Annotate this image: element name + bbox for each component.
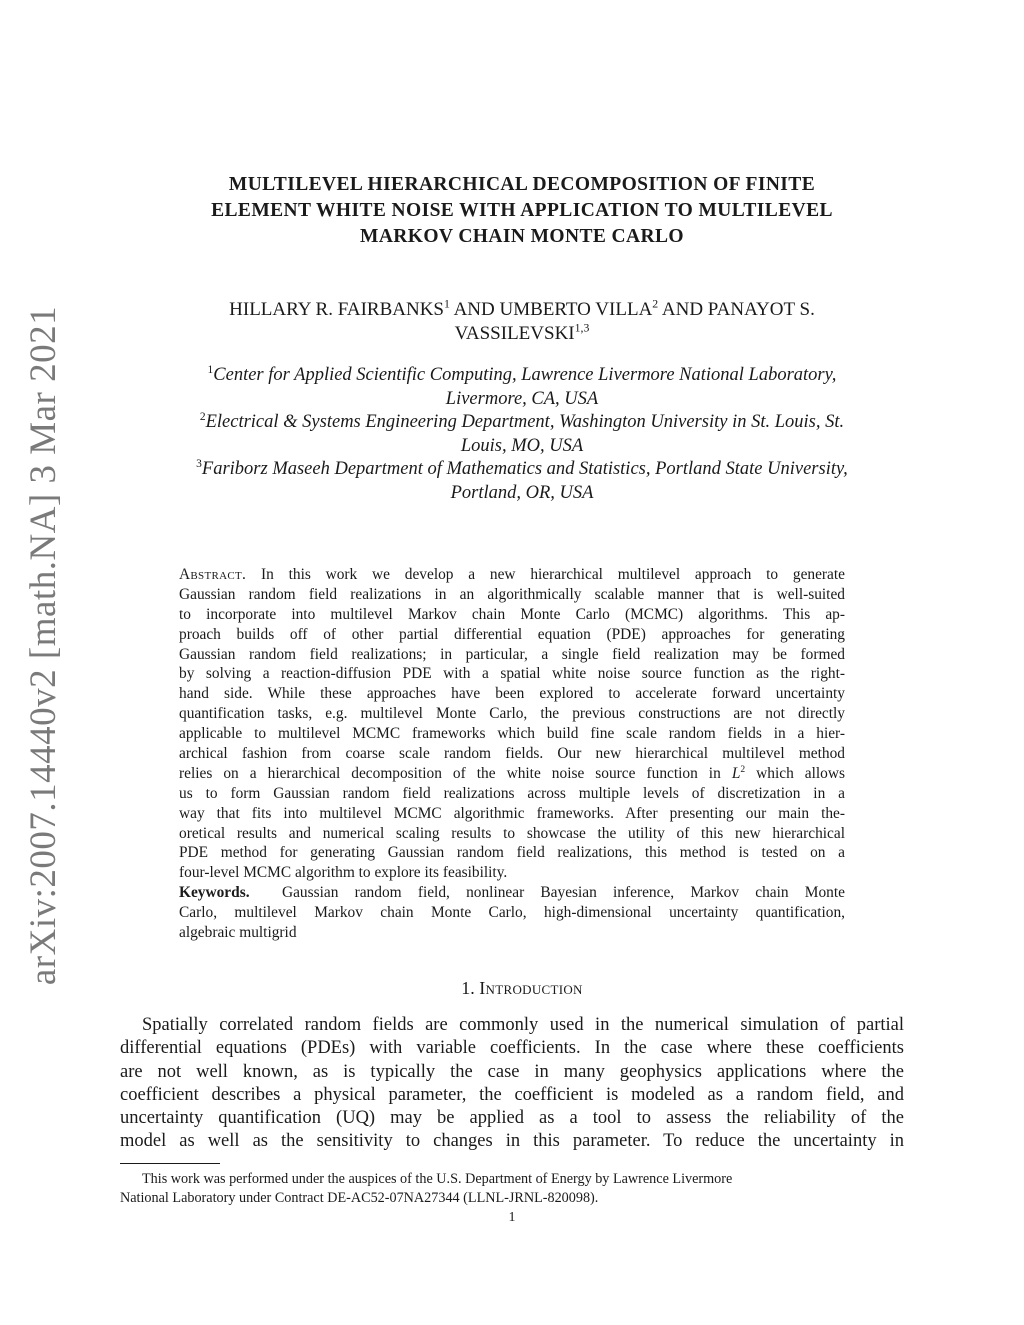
author-line-2 [130, 322, 914, 346]
affiliation-text: Electrical & Systems Engineering Department, Washington University in St. Louis, St. [205, 412, 845, 432]
abstract-label: Abstract. [179, 566, 247, 583]
abstract-line [179, 565, 845, 585]
keywords-line [179, 883, 845, 903]
section-title: Introduction [479, 978, 583, 998]
body-line: coefficient describes a physical parameter, the coefficient is modeled as a random field, and [120, 1084, 904, 1105]
arxiv-identifier: arXiv:2007.14440v2 [math.NA] 3 Mar 2021 [23, 305, 65, 985]
author-affiliation-mark: 1,3 [574, 321, 590, 335]
math-symbol: L [731, 764, 741, 782]
affiliation-text: Center for Applied Scientific Computing, Lawrence Livermore National Laboratory, [213, 365, 837, 385]
affiliation-mark: 2 [199, 410, 206, 423]
section-number: 1. [461, 978, 475, 998]
affiliation-line [120, 364, 924, 388]
abstract-line: us to form Gaussian random field realizations across multiple levels of discretization in a [179, 784, 845, 802]
body-line: uncertainty quantification (UQ) may be applied as a tool to assess the reliability of the [120, 1108, 904, 1129]
author-name: AND PANAYOT S. [658, 299, 815, 320]
abstract-line: way that fits into multilevel MCMC algorithmic frameworks. After presenting our main the- [179, 804, 845, 822]
author-line-1 [130, 298, 914, 322]
footnote-line: National Laboratory under Contract DE-AC52-07NA27344 (LLNL-JRNL-820098). [120, 1190, 599, 1206]
arxiv-stamp [14, 305, 74, 985]
keywords-text: Gaussian random field, nonlinear Bayesian inference, Markov chain Monte [281, 884, 845, 902]
body-line: are not well known, as is typically the case in many geophysics applications where the [120, 1061, 904, 1082]
abstract-line: quantification tasks, e.g. multilevel Monte Carlo, the previous constructions are not directly [179, 705, 845, 723]
keywords-line: Carlo, multilevel Markov chain Monte Carlo, high-dimensional uncertainty quantification, [179, 904, 845, 922]
abstract-text: relies on a hierarchical decomposition of the white noise source function in [179, 764, 721, 782]
author-list [130, 298, 914, 346]
title-line: MULTILEVEL HIERARCHICAL DECOMPOSITION OF FINITE [228, 174, 816, 195]
title-line: ELEMENT WHITE NOISE WITH APPLICATION TO MULTILEVEL [211, 200, 833, 221]
keywords-line: algebraic multigrid [179, 924, 297, 942]
abstract-line: by solving a reaction-diffusion PDE with a spatial white noise source function as the right- [179, 665, 845, 683]
affiliation-mark: 3 [196, 457, 202, 470]
abstract-line: PDE method for generating Gaussian random field realizations, this method is tested on a [179, 844, 845, 862]
author-affiliation-mark: 1 [443, 297, 450, 311]
affiliation-line: Portland, OR, USA [450, 482, 594, 503]
affiliation-line: Livermore, CA, USA [445, 388, 599, 409]
abstract-line: archical fashion from coarse scale random fields. Our new hierarchical multilevel method [179, 745, 845, 763]
author-name: VASSILEVSKI [454, 323, 575, 344]
author-name: AND UMBERTO VILLA [449, 299, 653, 320]
author-affiliation-mark: 2 [652, 297, 659, 311]
affiliation-text: Fariborz Maseeh Department of Mathematics and Statistics, Portland State University, [201, 459, 848, 479]
abstract-line [179, 764, 845, 784]
abstract [179, 565, 845, 943]
abstract-line: applicable to multilevel MCMC frameworks which build fine scale random fields in a hier- [179, 725, 845, 743]
paper-title [130, 172, 914, 250]
abstract-line: to incorporate into multilevel Markov chain Monte Carlo (MCMC) algorithms. This ap- [179, 605, 845, 623]
body-line: model as well as the sensitivity to changes in this parameter. To reduce the uncertainty in [120, 1131, 904, 1152]
keywords-label: Keywords. [179, 884, 250, 902]
abstract-line: Gaussian random field realizations; in particular, a single field realization may be formed [179, 645, 845, 663]
introduction-paragraph [120, 1014, 904, 1154]
page-number: 1 [508, 1210, 516, 1225]
abstract-line: oretical results and numerical scaling results to showcase the utility of this new hierarchical [179, 824, 845, 842]
affiliations [120, 364, 924, 505]
footnote-line: This work was performed under the auspices of the U.S. Department of Energy by Lawrence Livermore [142, 1171, 733, 1187]
affiliation-line [120, 458, 924, 482]
abstract-text: which allows [745, 764, 845, 782]
abstract-line: proach builds off of other partial differential equation (PDE) approaches for generating [179, 625, 845, 643]
body-line: Spatially correlated random fields are commonly used in the numerical simulation of partial [142, 1015, 904, 1035]
body-line: differential equations (PDEs) with variable coefficients. In the case where these coefficients [120, 1038, 904, 1059]
section-heading [130, 978, 914, 999]
math-superscript: 2 [740, 763, 746, 775]
title-line: MARKOV CHAIN MONTE CARLO [360, 226, 684, 247]
affiliation-line [120, 411, 924, 435]
abstract-text: In this work we develop a new hierarchical multilevel approach to generate [260, 566, 845, 583]
affiliation-line: Louis, MO, USA [460, 435, 584, 456]
abstract-line: hand side. While these approaches have been explored to accelerate forward uncertainty [179, 685, 845, 703]
abstract-line: four-level MCMC algorithm to explore its feasibility. [179, 864, 508, 882]
author-name: HILLARY R. FAIRBANKS [229, 299, 444, 320]
footnote-rule [120, 1163, 220, 1164]
affiliation-mark: 1 [207, 363, 214, 376]
abstract-line: Gaussian random field realizations in an algorithmically scalable manner that is well-suited [179, 585, 845, 603]
footnote [120, 1170, 904, 1208]
